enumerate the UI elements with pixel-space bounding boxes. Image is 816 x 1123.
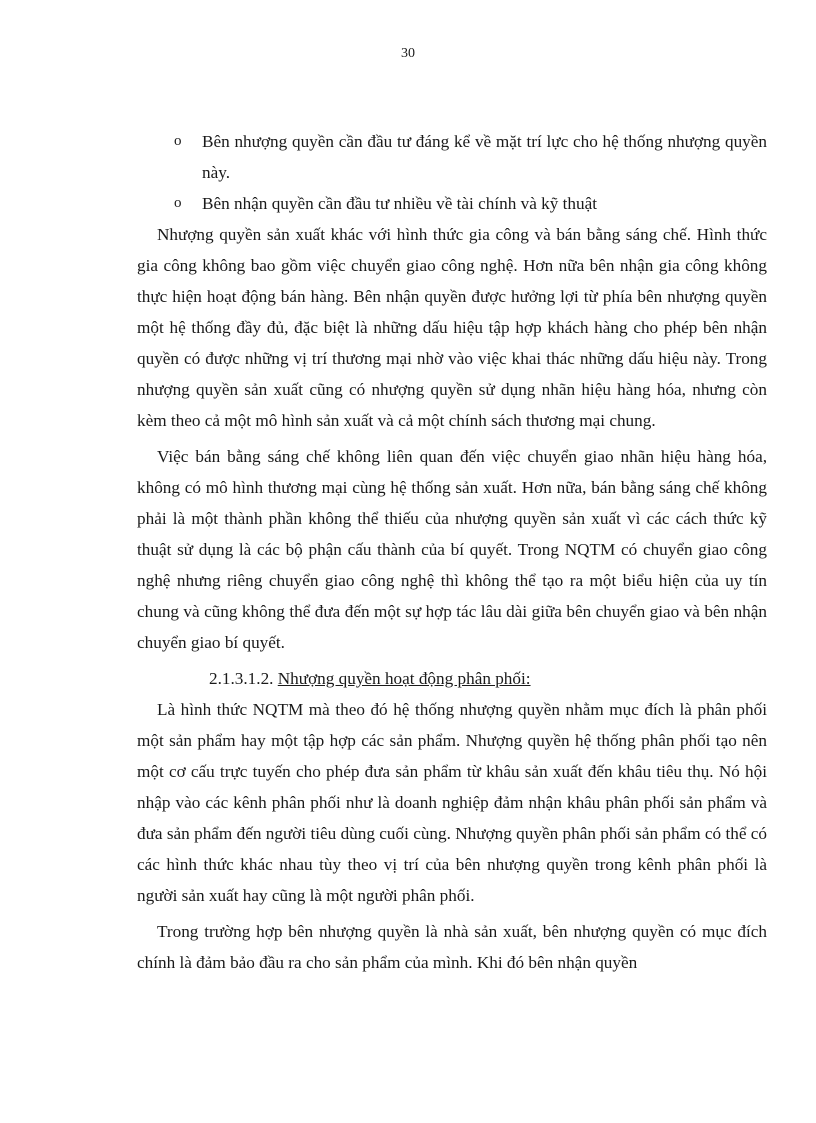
bullet-item xyxy=(137,126,767,188)
bullet-list xyxy=(137,126,767,219)
bullet-circle-icon: o xyxy=(174,195,182,211)
paragraph: Là hình thức NQTM mà theo đó hệ thống nhượng quyền nhằm mục đích là phân phối một sản phẩm hay một tập hợp các sản phẩm. Nhượng quyền hệ thống phân phối tạo nên một cơ cấu trực tuyến cho phép đưa sản phẩm từ khâu sản xuất đến khâu tiêu thụ. Nó hội nhập vào các kênh phân phối như là doanh nghiệp đảm nhận khâu phân phối sản phẩm và đưa sản phẩm đến người tiêu dùng cuối cùng. Nhượng quyền phân phối sản phẩm có thể có các hình thức khác nhau tùy theo vị trí của bên nhượng quyền trong kênh phân phối là người sản xuất hay cũng là một người phân phối. xyxy=(137,700,767,905)
section-title: Nhượng quyền hoạt động phân phối: xyxy=(277,669,531,688)
page-number: 30 xyxy=(401,46,415,61)
section-number: 2.1.3.1.2. xyxy=(209,669,274,688)
document-body xyxy=(137,126,767,978)
bullet-text: Bên nhượng quyền cần đầu tư đáng kể về mặt trí lực cho hệ thống nhượng quyền này. xyxy=(202,132,767,182)
bullet-item xyxy=(137,188,767,219)
paragraph: Trong trường hợp bên nhượng quyền là nhà sản xuất, bên nhượng quyền có mục đích chính là đảm bảo đầu ra cho sản phẩm của mình. Khi đó bên nhận quyền xyxy=(137,922,767,972)
bullet-text: Bên nhận quyền cần đầu tư nhiều về tài chính và kỹ thuật xyxy=(202,194,597,213)
section-heading xyxy=(137,663,767,694)
bullet-circle-icon: o xyxy=(174,133,182,149)
paragraph: Nhượng quyền sản xuất khác với hình thức gia công và bán bằng sáng chế. Hình thức gia công không bao gồm việc chuyển giao công nghệ. Hơn nữa bên nhận gia công không thực hiện hoạt động bán hàng. Bên nhận quyền được hưởng lợi từ phía bên nhượng quyền một hệ thống đầy đủ, đặc biệt là những dấu hiệu tập hợp khách hàng cho phép bên nhận quyền có được những vị trí thương mại nhờ vào việc khai thác những dấu hiệu này. Trong nhượng quyền sản xuất cũng có nhượng quyền sử dụng nhãn hiệu hàng hóa, nhưng còn kèm theo cả một mô hình sản xuất và cả một chính sách thương mại chung. xyxy=(137,225,767,430)
paragraph: Việc bán bằng sáng chế không liên quan đến việc chuyển giao nhãn hiệu hàng hóa, không có mô hình thương mại cùng hệ thống sản xuất. Hơn nữa, bán bằng sáng chế không phải là một thành phần không thể thiếu của nhượng quyền sản xuất vì các cách thức kỹ thuật sử dụng là các bộ phận cấu thành của bí quyết. Trong NQTM có chuyển giao công nghệ nhưng riêng chuyển giao công nghệ thì không thể tạo ra một biểu hiện của uy tín chung và cũng không thể đưa đến một sự hợp tác lâu dài giữa bên chuyển giao và bên nhận chuyển giao bí quyết. xyxy=(137,447,767,652)
